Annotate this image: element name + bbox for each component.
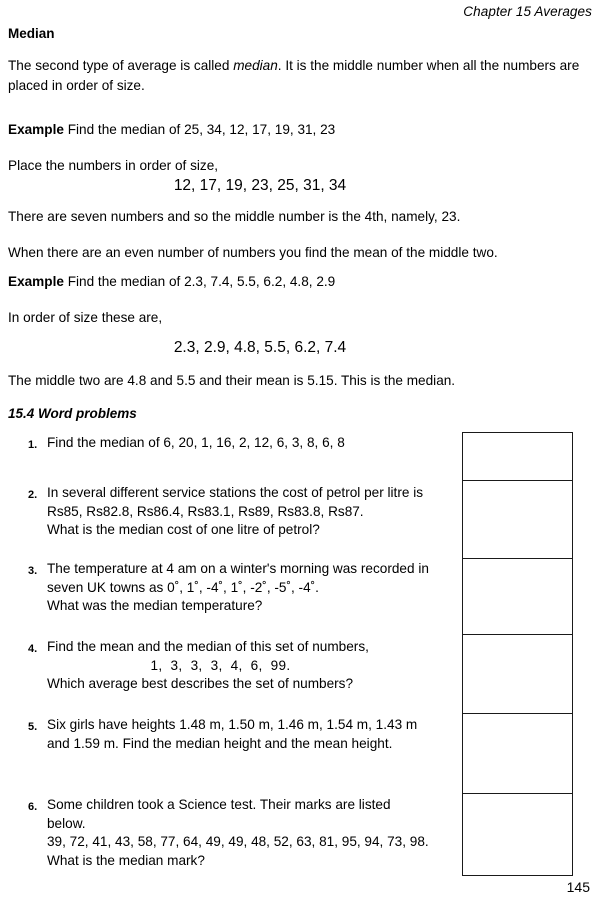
median-even-note: When there are an even number of numbers you find the mean of the middle two. [8,245,498,260]
question-3 [14,560,454,616]
exercise-heading: 15.4 Word problems [8,406,137,421]
question-3-text [47,560,454,616]
question-3-line-1: The temperature at 4 am on a winter's morning was recorded in [47,561,429,576]
question-2 [14,484,454,540]
example-2-lead-in: In order of size these are, [8,310,163,325]
question-1-number: 1. [28,439,38,451]
question-2-number: 2. [28,489,38,501]
question-6-line-2: below. [47,815,86,831]
question-4-line-3: Which average best describes the set of numbers? [47,676,354,691]
question-6-marks-list: 39, 72, 41, 43, 58, 77, 64, 49, 49, 48, 52, 63, 81, 95, 94, 73, 98. [47,834,429,849]
question-5-line-1: Six girls have heights 1.48 m, 1.50 m, 1.46 m, 1.54 m, 1.43 m [47,717,418,732]
answer-box-5[interactable] [463,714,572,794]
question-6-number: 6. [28,801,38,813]
question-4-line-1: Find the mean and the median of this set of numbers, [47,639,369,654]
example-2-label: Example [8,274,64,289]
question-4 [14,638,454,694]
example-1-text: Find the median of 25, 34, 12, 17, 19, 31, 23 [63,122,336,137]
intro-text-part1: The second type of average is called [8,58,234,73]
question-2-line-2: Rs85, Rs82.8, Rs86.4, Rs83.1, Rs89, Rs83.8, Rs87. [47,503,364,519]
example-1-ordered-numbers: 12, 17, 19, 23, 25, 31, 34 [173,177,347,194]
example-1-lead-in: Place the numbers in order of size, [8,158,219,173]
answer-box-3[interactable] [463,559,572,635]
example-1-explanation: There are seven numbers and so the middle number is the 4th, namely, 23. [8,209,461,224]
median-intro-paragraph [8,56,592,96]
question-1 [14,434,454,453]
question-1-text [47,434,454,453]
question-2-text [47,484,454,540]
answer-box-table [462,432,573,876]
intro-text-part2: . It is the middle number when all the numbers are placed in order of size. [8,58,580,93]
question-4-text [47,638,454,694]
answer-box-6[interactable] [463,794,572,876]
question-2-line-1: In several different service stations the cost of petrol per litre is [47,485,424,500]
question-5-number: 5. [28,721,38,733]
example-2-text: Find the median of 2.3, 7.4, 5.5, 6.2, 4.8, 2.9 [63,274,336,289]
question-6-text [47,796,454,870]
question-5 [14,716,454,753]
question-6-line-4: What is the median mark? [47,852,205,868]
answer-box-1[interactable] [463,433,572,481]
question-3-line-2: seven UK towns as 0˚, 1˚, -4˚, 1˚, -2˚, -5˚, -4˚. [47,579,319,595]
section-heading: Median [8,26,55,41]
question-2-line-3: What is the median cost of one litre of petrol? [47,522,320,537]
question-6-line-1: Some children took a Science test. Their marks are listed [47,797,391,812]
answer-box-4[interactable] [463,635,572,714]
example-2-ordered-numbers: 2.3, 2.9, 4.8, 5.5, 6.2, 7.4 [173,339,347,356]
question-6 [14,796,454,870]
question-5-line-2: and 1.59 m. Find the median height and the mean height. [47,735,393,751]
page-number: 145 [566,879,590,895]
intro-italic-median: median [233,58,278,73]
answer-box-2[interactable] [463,481,572,559]
question-1-line-1: Find the median of 6, 20, 1, 16, 2, 12, 6, 3, 8, 6, 8 [47,435,345,450]
example-1-label: Example [8,122,64,137]
question-4-number: 4. [28,643,38,655]
question-3-number: 3. [28,565,38,577]
question-5-text [47,716,454,753]
example-2-explanation: The middle two are 4.8 and 5.5 and their mean is 5.15. This is the median. [8,373,456,388]
question-4-number-set: 1, 3, 3, 3, 4, 6, 99. [150,657,291,673]
example-1-heading [8,120,592,140]
example-2-heading [8,272,592,292]
running-head: Chapter 15 Averages [463,4,592,19]
question-3-line-3: What was the median temperature? [47,598,263,613]
